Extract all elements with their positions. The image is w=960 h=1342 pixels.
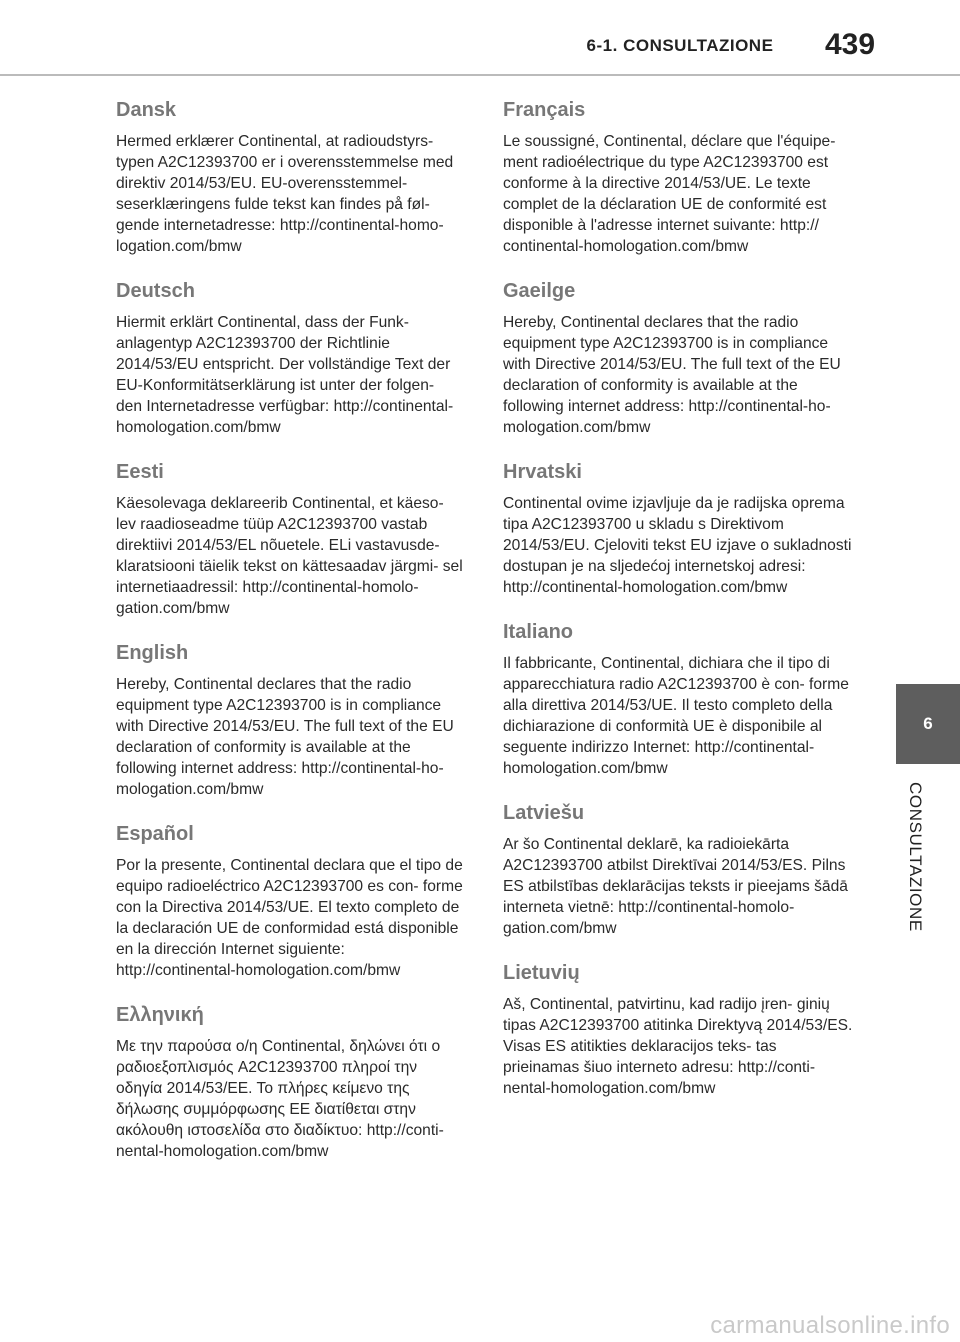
section-dansk [116,96,464,257]
section-body: Hereby, Continental declares that the radio equipment type A2C12393700 is in compliance with Directive 2014/53/EU. The full text of the EU declaration of conformity is available at the following internet address: http://continental-ho- mologation.com/bmw [116,676,454,798]
section-heading: Hrvatski [503,461,582,483]
section-english [116,639,464,800]
section-heading: English [116,642,189,664]
section-italiano [503,618,853,779]
watermark: carmanualsonline.info [710,1312,950,1339]
section-body: Hereby, Continental declares that the radio equipment type A2C12393700 is in compliance with Directive 2014/53/EU. The full text of the EU declaration of conformity is available at the following internet address: http://continental-ho- mologation.com/bmw [503,314,841,436]
section-heading: Eesti [116,461,164,483]
page-header [0,0,960,76]
chapter-side-label: CONSULTAZIONE [906,782,925,932]
section-lietuviu [503,959,853,1099]
section-heading: Français [503,99,586,121]
chapter-tab [896,684,960,764]
section-body: Il fabbricante, Continental, dichiara che il tipo di apparecchiatura radio A2C12393700 è con- forme alla direttiva 2014/53/UE. Il testo completo della dichiarazione di conformità UE è disponibile al seguente indirizzo Internet: http://continental- homologation.com/bmw [503,655,849,777]
section-hrvatski [503,458,853,598]
page-number: 439 [824,28,876,61]
left-column [116,96,464,1182]
section-body: Hiermit erklärt Continental, dass der Funk- anlagentyp A2C12393700 der Richtlinie 2014/53/EU entspricht. Der vollständige Text der EU-Konformitätserklärung ist unter der folgen- den Internetadresse verfügbar: http://continental- homologation.com/bmw [116,314,454,436]
section-heading: Italiano [503,621,574,643]
section-deutsch [116,277,464,438]
section-body: Με την παρούσα ο/η Continental, δηλώνει ότι ο ραδιοεξοπλισμός A2C12393700 πληροί την οδηγία 2014/53/ΕΕ. Το πλήρες κείμενο της δήλωσης συμμόρφωσης ΕΕ διατίθεται στην ακόλουθη ιστοσελίδα στο διαδίκτυο: http://conti- nental-homologation.com/bmw [116,1038,444,1160]
section-body: Por la presente, Continental declara que el tipo de equipo radioeléctrico A2C12393700 es con- forme con la Directiva 2014/53/UE. El texto completo de la declaración UE de conformidad está disponible en la dirección Internet siguiente: http://continental-homologation.com/bmw [116,857,463,979]
section-francais [503,96,853,257]
section-heading: Ελληνική [116,1004,204,1026]
section-body: Le soussigné, Continental, déclare que l'équipe- ment radioélectrique du type A2C12393700 est conforme à la directive 2014/53/UE. Le texte complet de la déclaration UE de conformité est disponible à l'adresse internet suivante: http:// continental-homologation.com/bmw [503,133,836,255]
section-latviesu [503,799,853,939]
section-body: Ar šo Continental deklarē, ka radioiekārta A2C12393700 atbilst Direktīvai 2014/53/ES. Pilns ES atbilstības deklarācijas teksts ir pieejams šādā interneta vietnē: http://continental-homolo- gation.com/bmw [503,836,848,937]
section-body: Aš, Continental, patvirtinu, kad radijo įren- ginių tipas A2C12393700 atitinka Direktyvą 2014/53/ES. Visas ES atitikties deklaracijos teks- tas prieinamas šiuo interneto adresu: http://conti- nental-homologation.com/bmw [503,996,853,1097]
chapter-tab-number: 6 [923,714,933,733]
section-heading: Lietuvių [503,962,580,984]
section-body: Hermed erklærer Continental, at radioudstyrs- typen A2C12393700 er i overensstemmelse med direktiv 2014/53/EU. EU-overensstemmel- seserklæringens fulde tekst kan findes på føl- gende internetadresse: http://continental-homo- logation.com/bmw [116,133,454,255]
section-body: Continental ovime izjavljuje da je radijska oprema tipa A2C12393700 u skladu s Direktivom 2014/53/EU. Cjeloviti tekst EU izjave o sukladnosti dostupan je na sljedećoj internetskoj adresi: http://continental-homologation.com/bmw [503,495,852,596]
right-column [503,96,853,1119]
section-heading: Deutsch [116,280,195,302]
section-heading: Dansk [116,99,177,121]
section-heading: Español [116,823,194,845]
section-espanol [116,820,464,981]
section-eesti [116,458,464,619]
section-body: Käesolevaga deklareerib Continental, et käeso- lev raadioseadme tüüp A2C12393700 vastab direktiivi 2014/53/EL nõuetele. ELi vastavusde- klaratsiooni täielik tekst on kättesaadav järgmi- sel internetiaadressil: http://continental-homolo- gation.com/bmw [116,495,463,617]
section-greek [116,1001,464,1162]
chapter-title: 6-1. CONSULTAZIONE [586,36,774,55]
section-gaeilge [503,277,853,438]
header-divider [0,74,960,76]
section-heading: Latviešu [503,802,585,824]
section-heading: Gaeilge [503,280,576,302]
